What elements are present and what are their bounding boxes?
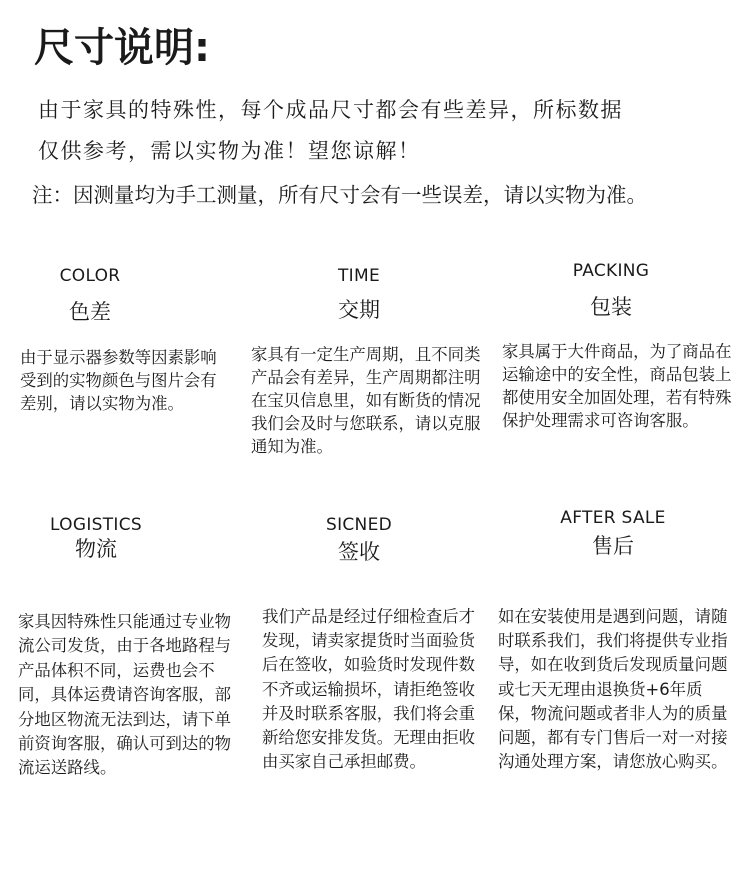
section-after-sale-heading-en: AFTER SALE bbox=[560, 508, 666, 528]
section-signed-body: 我们产品是经过仔细检查后才发现，请卖家提货时当面验货后在签收，如验货时发现件数不齐或运输损坏，请拒绝签收并及时联系客服，我们将会重新给您安排发货。无理由拒收由买家自己承担邮费。 bbox=[262, 607, 476, 772]
section-signed-heading-en: SICNED bbox=[325, 515, 393, 535]
section-color-body: 由于显示器参数等因素影响受到的实物颜色与图片会有差别，请以实物为准。 bbox=[20, 348, 217, 413]
section-color-heading-zh: 色差 bbox=[69, 300, 111, 324]
section-signed-heading-zh: 签收 bbox=[338, 540, 380, 564]
section-time-body: 家具有一定生产周期，且不同类产品会有差异，生产周期都注明在宝贝信息里，如有断货的情况我们会及时与您联系，请以克服通知为准。 bbox=[251, 345, 481, 456]
intro-line-2: 仅供参考，需以实物为准！望您谅解！ bbox=[38, 139, 421, 163]
section-logistics-body: 家具因特殊性只能通过专业物流公司发货，由于各地路程与产品体积不同，运费也会不同，具体运费请咨询客服，部分地区物流无法到达，请下单前资询客服，确认可到达的物流运送路线。 bbox=[18, 612, 232, 778]
section-after-sale-body: 如在安装使用是遇到问题，请随时联系我们，我们将提供专业指导，如在收到货后发现质量问题或七天无理由退换货+6年质保，物流问题或者非人为的质量问题，都有专门售后一对一对接沟通处理方案，请您放心购买。 bbox=[498, 607, 728, 772]
section-after-sale-heading-zh: 售后 bbox=[592, 534, 634, 558]
section-time-heading-zh: 交期 bbox=[338, 298, 380, 322]
section-packing-heading-zh: 包装 bbox=[590, 295, 632, 319]
section-color-heading-en: COLOR bbox=[59, 266, 121, 286]
section-time-heading-en: TIME bbox=[337, 266, 380, 286]
section-logistics-heading-en: LOGISTICS bbox=[50, 515, 142, 535]
measurement-note: 注：因测量均为手工测量，所有尺寸会有一些误差，请以实物为准。 bbox=[32, 183, 647, 207]
section-logistics-heading-zh: 物流 bbox=[75, 537, 117, 561]
section-packing-body: 家具属于大件商品，为了商品在运输途中的安全性，商品包装上都使用安全加固处理，若有特殊保护处理需求可咨询客服。 bbox=[502, 342, 732, 430]
intro-line-1: 由于家具的特殊性，每个成品尺寸都会有些差异，所标数据 bbox=[38, 98, 623, 122]
section-packing-heading-en: PACKING bbox=[572, 261, 650, 281]
page-title: 尺寸说明: bbox=[34, 25, 210, 71]
